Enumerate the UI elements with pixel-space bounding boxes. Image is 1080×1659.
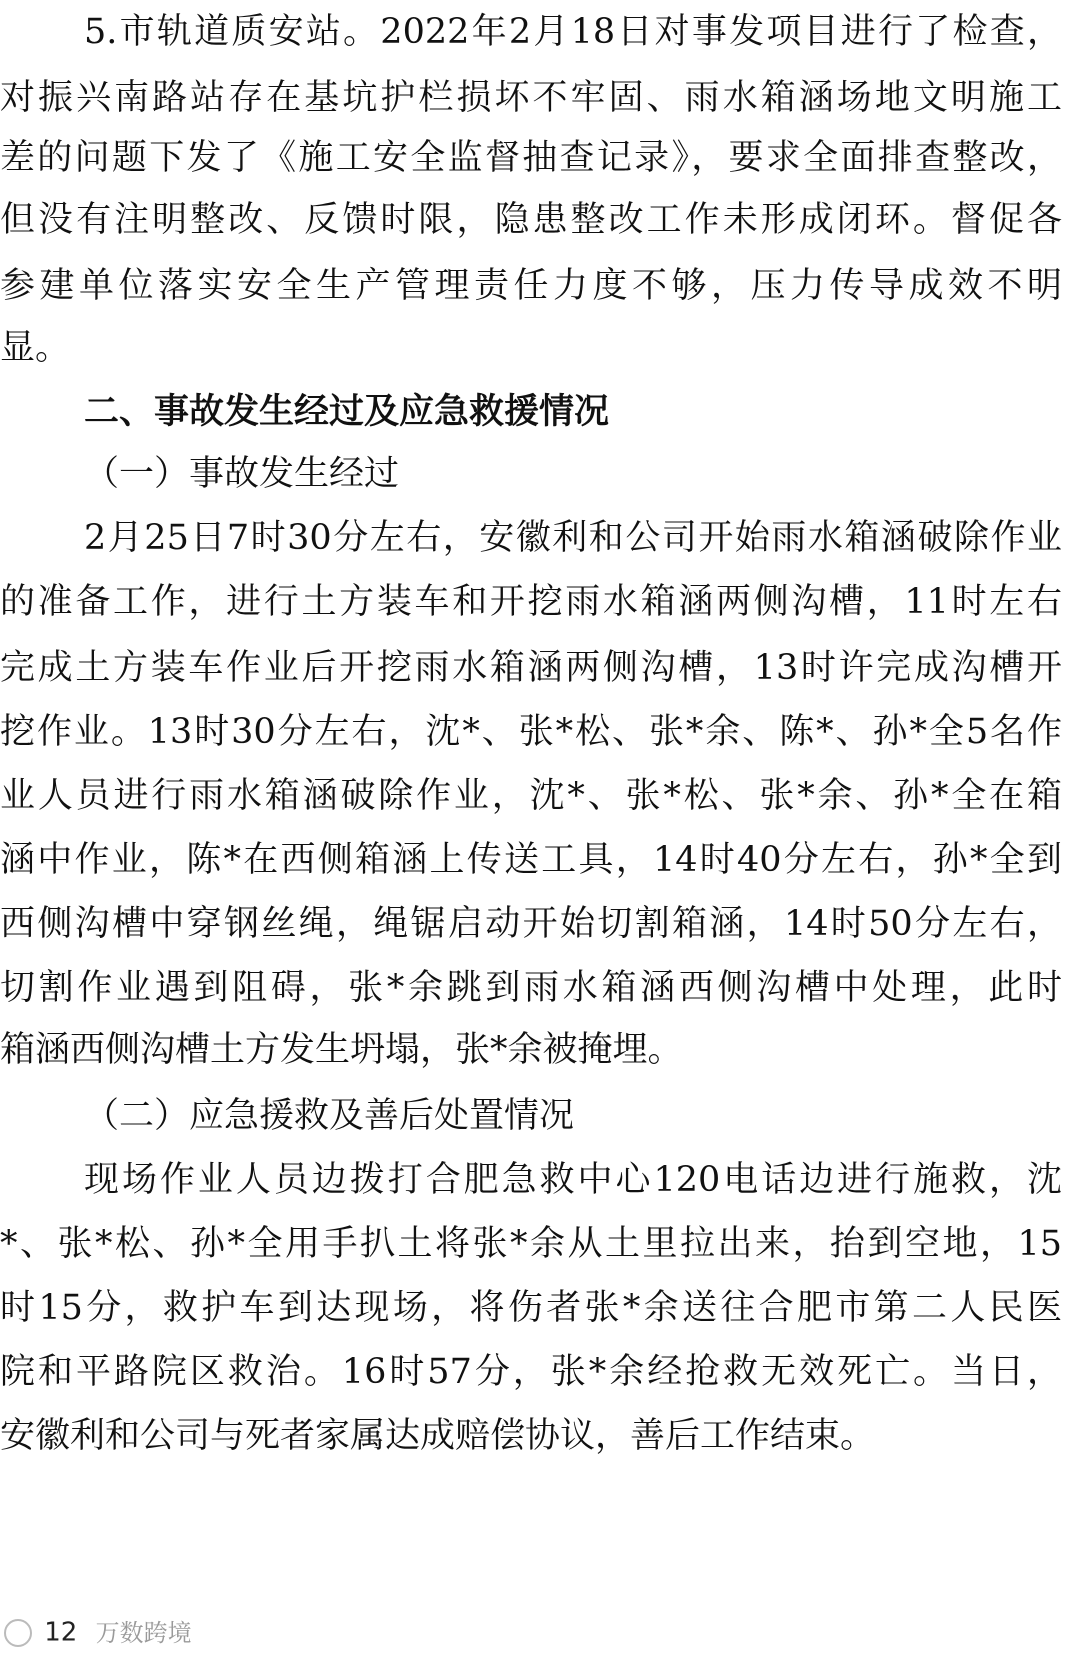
paragraph-line: 完成土方装车作业后开挖雨水箱涵两侧沟槽，13时许完成沟槽开 — [0, 648, 1062, 688]
paragraph-line: 2月25日7时30分左右，安徽利和公司开始雨水箱涵破除作业 — [84, 518, 1062, 558]
paragraph-line: 西侧沟槽中穿钢丝绳，绳锯启动开始切割箱涵，14时50分左右， — [0, 904, 1062, 944]
subsection-heading: （二）应急援救及善后处置情况 — [84, 1096, 575, 1136]
paragraph-line: 安徽利和公司与死者家属达成赔偿协议，善后工作结束。 — [0, 1416, 876, 1456]
paragraph-line: 显。 — [0, 328, 71, 368]
paragraph-line: 对振兴南路站存在基坑护栏损坏不牢固、雨水箱涵场地文明施工 — [0, 78, 1062, 118]
paragraph-line: 差的问题下发了《施工安全监督抽查记录》，要求全面排查整改， — [0, 138, 1062, 178]
watermark-logo-icon — [4, 1619, 32, 1647]
paragraph-line: *、张*松、孙*全用手扒土将张*余从土里拉出来，抬到空地，15 — [0, 1224, 1062, 1264]
paragraph-line: 院和平路院区救治。16时57分，张*余经抢救无效死亡。当日， — [0, 1352, 1062, 1392]
paragraph-line: 箱涵西侧沟槽土方发生坍塌，张*余被掩埋。 — [0, 1030, 683, 1070]
section-heading: 二、事故发生经过及应急救援情况 — [84, 392, 610, 432]
subsection-heading: （一）事故发生经过 — [84, 454, 400, 494]
paragraph-line: 现场作业人员边拨打合肥急救中心120电话边进行施救，沈 — [84, 1160, 1062, 1200]
paragraph-line: 时15分，救护车到达现场，将伤者张*余送往合肥市第二人民医 — [0, 1288, 1062, 1328]
paragraph-line: 参建单位落实安全生产管理责任力度不够，压力传导成效不明 — [0, 266, 1062, 306]
paragraph-line: 挖作业。13时30分左右，沈*、张*松、张*余、陈*、孙*全5名作 — [0, 712, 1062, 752]
paragraph-line: 但没有注明整改、反馈时限，隐患整改工作未形成闭环。督促各 — [0, 200, 1062, 240]
paragraph-line: 的准备工作，进行土方装车和开挖雨水箱涵两侧沟槽，11时左右 — [0, 582, 1062, 622]
page-number: 12 — [44, 1617, 78, 1648]
watermark-text: 万数跨境 — [95, 1618, 192, 1647]
paragraph-line: 涵中作业，陈*在西侧箱涵上传送工具，14时40分左右，孙*全到 — [0, 840, 1062, 880]
paragraph-line: 业人员进行雨水箱涵破除作业，沈*、张*松、张*余、孙*全在箱 — [0, 776, 1062, 816]
paragraph-line: 切割作业遇到阻碍，张*余跳到雨水箱涵西侧沟槽中处理，此时 — [0, 968, 1062, 1008]
paragraph-line: 5.市轨道质安站。2022年2月18日对事发项目进行了检查， — [84, 12, 1062, 52]
page-footer — [4, 1612, 192, 1652]
